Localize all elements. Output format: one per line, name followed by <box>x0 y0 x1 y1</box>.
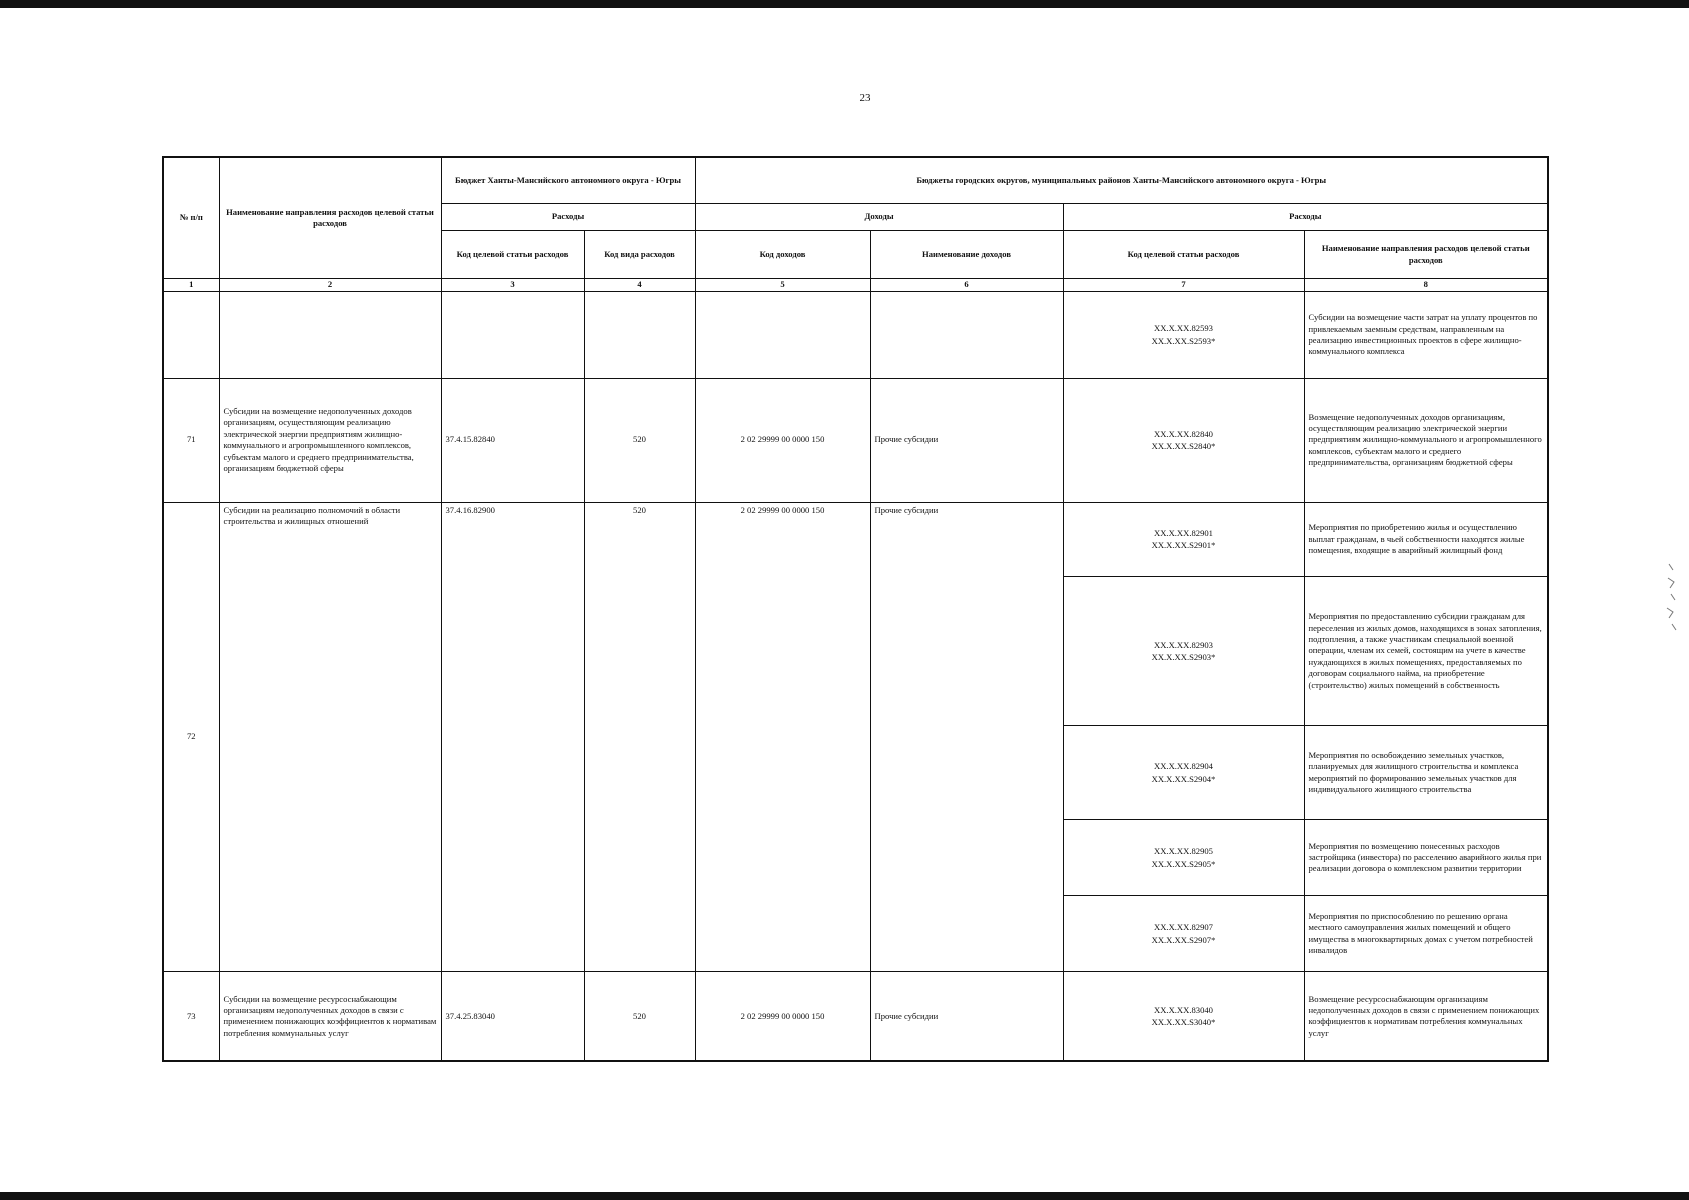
row-income-name: Прочие субсидии <box>870 502 1063 972</box>
row-code <box>441 292 584 378</box>
row-kind: 520 <box>584 502 695 972</box>
target-code: XX.X.XX.83040 <box>1154 1004 1213 1015</box>
target-code-s: XX.X.XX.S2907* <box>1151 934 1216 945</box>
row-direction: Возмещение недополученных доходов организациям, осуществляющим реализацию электрической энергии предприятиям жилищно-коммунального и агропромышленного комплексов, субъектам малого и среднего предпринимательства, организациям бюджетной сферы <box>1304 378 1548 502</box>
column-index-row <box>163 279 1548 292</box>
expenses-header: Расходы <box>441 203 695 230</box>
expenses2-header: Расходы <box>1063 203 1548 230</box>
target-code-s: XX.X.XX.S2903* <box>1151 652 1216 663</box>
page-number: 23 <box>859 92 871 104</box>
direction-name-header: Наименование направления расходов целевой статьи расходов <box>1304 231 1548 279</box>
row-direction: Субсидии на возмещение части затрат на уплату процентов по привлекаемым заемным средствам, направленным на реализацию инвестиционных проектов в сфере жилищно-коммунального комплекса <box>1304 292 1548 378</box>
row-target-code <box>1063 726 1304 820</box>
margin-scribble <box>1665 560 1679 640</box>
row-kind: 520 <box>584 378 695 502</box>
target-code: XX.X.XX.82593 <box>1154 323 1213 334</box>
row-target-code <box>1063 502 1304 576</box>
header-row-1 <box>163 157 1548 203</box>
row-direction: Мероприятия по приспособлению по решению органа местного самоуправления жилых помещений и общего имущества в многоквартирных домах с учетом потребностей инвалидов <box>1304 896 1548 972</box>
table-row <box>163 972 1548 1061</box>
row-direction: Мероприятия по возмещению понесенных расходов застройщика (инвестора) по расселению аварийного жилья при реализации договора о комплексном развитии территории <box>1304 819 1548 895</box>
row-income-code <box>695 292 870 378</box>
row-target-code <box>1063 292 1304 378</box>
row-direction: Мероприятия по приобретению жилья и осуществлению выплат гражданам, в чьей собственности находятся жилые помещения, входящие в аварийный жилищный фонд <box>1304 502 1548 576</box>
row-name <box>219 292 441 378</box>
target-code-s: XX.X.XX.S2905* <box>1151 858 1216 869</box>
index-cell: 4 <box>584 279 695 292</box>
row-target-code <box>1063 972 1304 1061</box>
row-income-code: 2 02 29999 00 0000 150 <box>695 502 870 972</box>
row-name: Субсидии на возмещение ресурсоснабжающим организациям недополученных доходов в связи с применением понижающих коэффициентов к нормативам потребления коммунальных услуг <box>219 972 441 1061</box>
row-target-code <box>1063 576 1304 725</box>
target-code: XX.X.XX.82903 <box>1154 639 1213 650</box>
target-code2-header: Код целевой статьи расходов <box>1063 231 1304 279</box>
row-income-name: Прочие субсидии <box>870 972 1063 1061</box>
okrug-budget-header: Бюджет Ханты-Мансийского автономного округа - Югры <box>441 157 695 203</box>
municipal-budgets-header: Бюджеты городских округов, муниципальных районов Ханты-Мансийского автономного округа - Югры <box>695 157 1548 203</box>
row-income-name <box>870 292 1063 378</box>
table-row <box>163 502 1548 576</box>
row-code: 37.4.15.82840 <box>441 378 584 502</box>
index-cell: 6 <box>870 279 1063 292</box>
index-cell: 3 <box>441 279 584 292</box>
row-income-name: Прочие субсидии <box>870 378 1063 502</box>
row-num: 71 <box>163 378 219 502</box>
table-row <box>163 292 1548 378</box>
row-code: 37.4.16.82900 <box>441 502 584 972</box>
table-row <box>163 378 1548 502</box>
row-num <box>163 292 219 378</box>
incomes-header: Доходы <box>695 203 1063 230</box>
budget-classification-table <box>162 156 1549 1062</box>
row-direction: Мероприятия по предоставлению субсидии гражданам для переселения из жилых домов, находящихся в зонах затопления, подтопления, а также участникам специальной военной операции, членам их семей, состоящим на учете в качестве нуждающихся в жилых помещениях, предоставляемых по договорам социального найма, на приобретение (строительство) жилых помещений в собственность <box>1304 576 1548 725</box>
row-num: 72 <box>163 502 219 972</box>
row-kind: 520 <box>584 972 695 1061</box>
target-code: XX.X.XX.82901 <box>1154 527 1213 538</box>
target-code-s: XX.X.XX.S2840* <box>1151 441 1216 452</box>
index-cell: 8 <box>1304 279 1548 292</box>
index-cell: 5 <box>695 279 870 292</box>
income-code-header: Код доходов <box>695 231 870 279</box>
scan-top-edge <box>0 0 1689 8</box>
row-direction: Возмещение ресурсоснабжающим организациям недополученных доходов в связи с применением понижающих коэффициентов к нормативам потребления коммунальных услуг <box>1304 972 1548 1061</box>
target-code-s: XX.X.XX.S2901* <box>1151 540 1216 551</box>
expense-type-header: Код вида расходов <box>584 231 695 279</box>
col-num-header: № п/п <box>163 157 219 279</box>
target-code-s: XX.X.XX.S2904* <box>1151 773 1216 784</box>
row-income-code: 2 02 29999 00 0000 150 <box>695 972 870 1061</box>
index-cell: 1 <box>163 279 219 292</box>
row-code: 37.4.25.83040 <box>441 972 584 1061</box>
index-cell: 7 <box>1063 279 1304 292</box>
row-kind <box>584 292 695 378</box>
target-code: XX.X.XX.82840 <box>1154 428 1213 439</box>
target-code-s: XX.X.XX.S2593* <box>1151 335 1216 346</box>
target-code: XX.X.XX.82907 <box>1154 922 1213 933</box>
target-code: XX.X.XX.82905 <box>1154 846 1213 857</box>
row-target-code <box>1063 378 1304 502</box>
row-num: 73 <box>163 972 219 1061</box>
income-name-header: Наименование доходов <box>870 231 1063 279</box>
row-direction: Мероприятия по освобождению земельных участков, планируемых для жилищного строительства и комплекса мероприятий по формированию земельных участков для индивидуального жилищного строительства <box>1304 726 1548 820</box>
target-code-header: Код целевой статьи расходов <box>441 231 584 279</box>
index-cell: 2 <box>219 279 441 292</box>
row-income-code: 2 02 29999 00 0000 150 <box>695 378 870 502</box>
row-name: Субсидии на возмещение недополученных доходов организациям, осуществляющим реализацию электрической энергии предприятиям жилищно-коммунального и агропромышленного комплексов, субъектам малого и среднего предпринимательства, организациям бюджетной сферы <box>219 378 441 502</box>
row-target-code <box>1063 819 1304 895</box>
col-name-header: Наименование направления расходов целевой статьи расходов <box>219 157 441 279</box>
row-name: Субсидии на реализацию полномочий в области строительства и жилищных отношений <box>219 502 441 972</box>
row-target-code <box>1063 896 1304 972</box>
target-code-s: XX.X.XX.S3040* <box>1151 1017 1216 1028</box>
scan-bottom-edge <box>0 1192 1689 1200</box>
target-code: XX.X.XX.82904 <box>1154 761 1213 772</box>
